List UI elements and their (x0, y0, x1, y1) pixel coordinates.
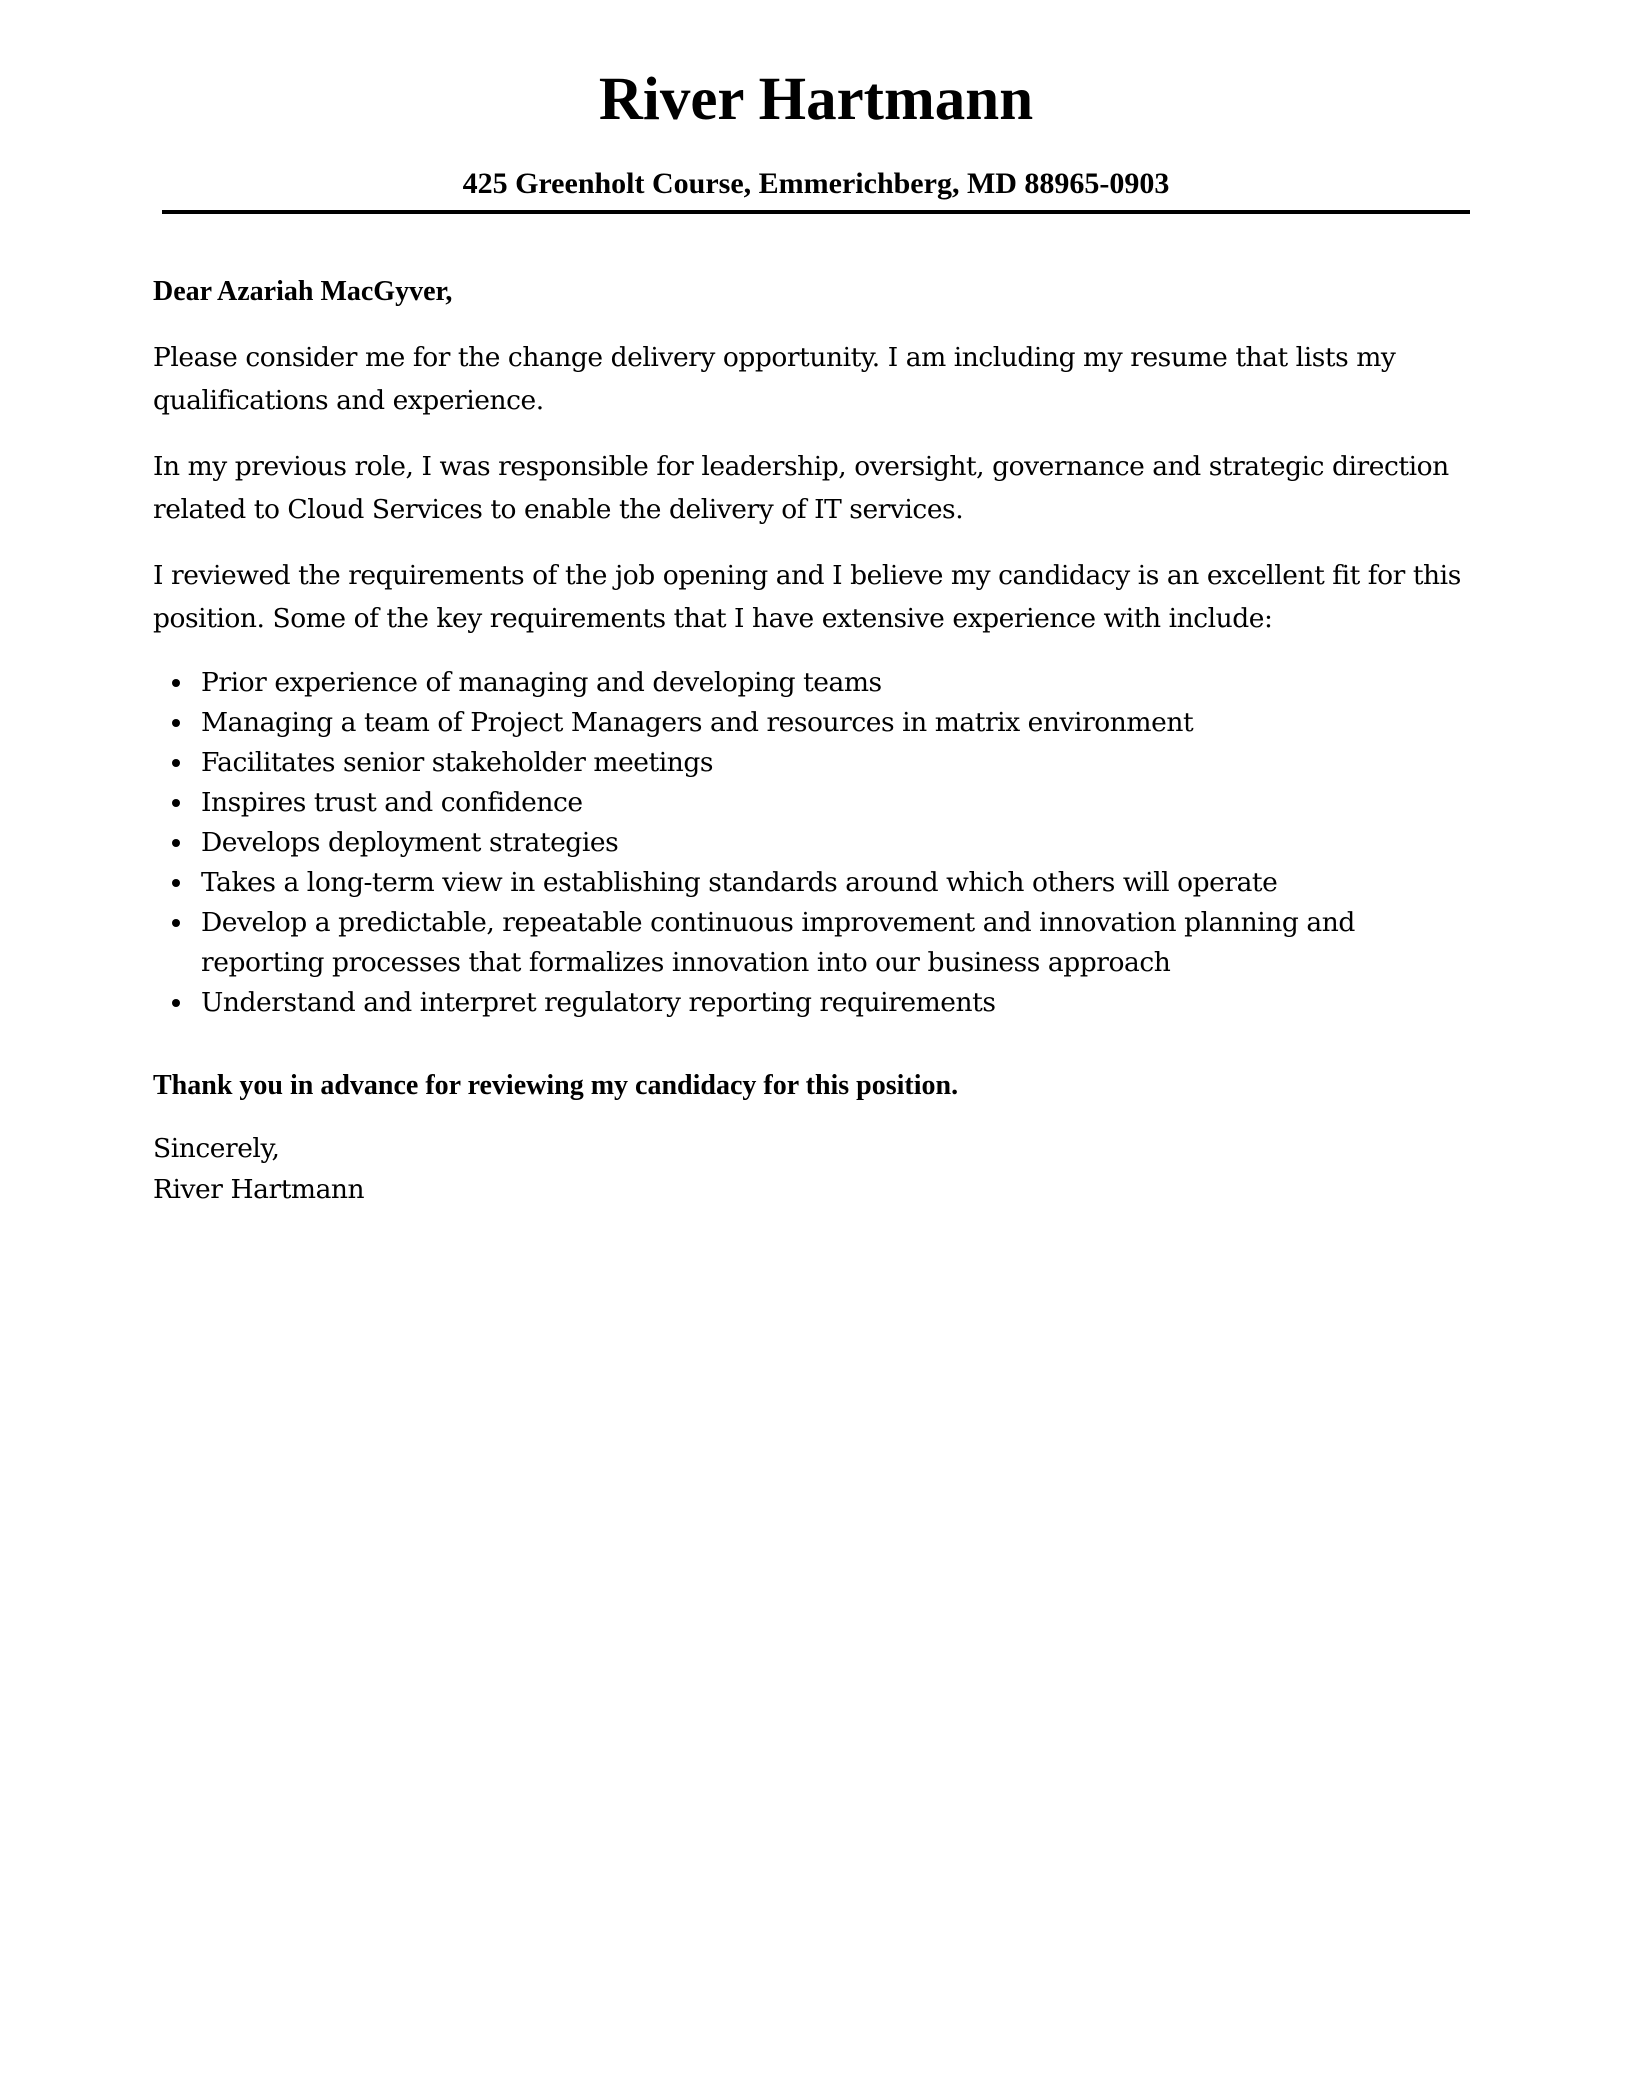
bullet-icon (172, 919, 180, 927)
list-item (201, 783, 1473, 823)
letter-body (153, 272, 1473, 1210)
applicant-address: 425 Greenholt Course, Emmerichberg, MD 88965-0903 (462, 167, 1170, 200)
list-item-text: Inspires trust and confidence (201, 787, 583, 818)
closing-statement: Thank you in advance for reviewing my candidacy for this position. (153, 1070, 959, 1101)
list-item (201, 663, 1473, 703)
list-item (201, 863, 1473, 903)
bullet-icon (172, 879, 180, 887)
salutation: Dear Azariah MacGyver, (153, 276, 453, 307)
list-item-text: Develop a predictable, repeatable continuous improvement and innovation planning and reporting processes that formalizes innovation into our business approach (201, 907, 1355, 978)
bullet-icon (172, 719, 180, 727)
list-item-text: Facilitates senior stakeholder meetings (201, 747, 714, 778)
list-item (201, 743, 1473, 783)
bullet-icon (172, 799, 180, 807)
requirements-list (153, 663, 1473, 1023)
letter-header (162, 60, 1470, 200)
paragraph-previous-role: In my previous role, I was responsible for leadership, oversight, governance and strategic direction related to Cloud Services to enable the delivery of IT services. (153, 451, 1449, 525)
list-item (201, 703, 1473, 743)
bullet-icon (172, 999, 180, 1007)
bullet-icon (172, 839, 180, 847)
list-item-text: Prior experience of managing and developing teams (201, 667, 882, 698)
signature: River Hartmann (153, 1174, 365, 1205)
paragraph-requirements: I reviewed the requirements of the job opening and I believe my candidacy is an excellent fit for this position. Some of the key requirements that I have extensive experience with include: (153, 560, 1461, 634)
applicant-name: River Hartmann (598, 66, 1034, 133)
signoff: Sincerely, (153, 1133, 280, 1164)
header-divider (162, 210, 1470, 214)
bullet-icon (172, 679, 180, 687)
list-item (201, 903, 1473, 983)
list-item-text: Takes a long-term view in establishing standards around which others will operate (201, 867, 1278, 898)
list-item (201, 823, 1473, 863)
list-item-text: Develops deployment strategies (201, 827, 619, 858)
list-item-text: Managing a team of Project Managers and resources in matrix environment (201, 707, 1194, 738)
bullet-icon (172, 759, 180, 767)
list-item (201, 983, 1473, 1023)
list-item-text: Understand and interpret regulatory reporting requirements (201, 987, 996, 1018)
paragraph-intro: Please consider me for the change delivery opportunity. I am including my resume that lists my qualifications and experience. (153, 342, 1396, 416)
